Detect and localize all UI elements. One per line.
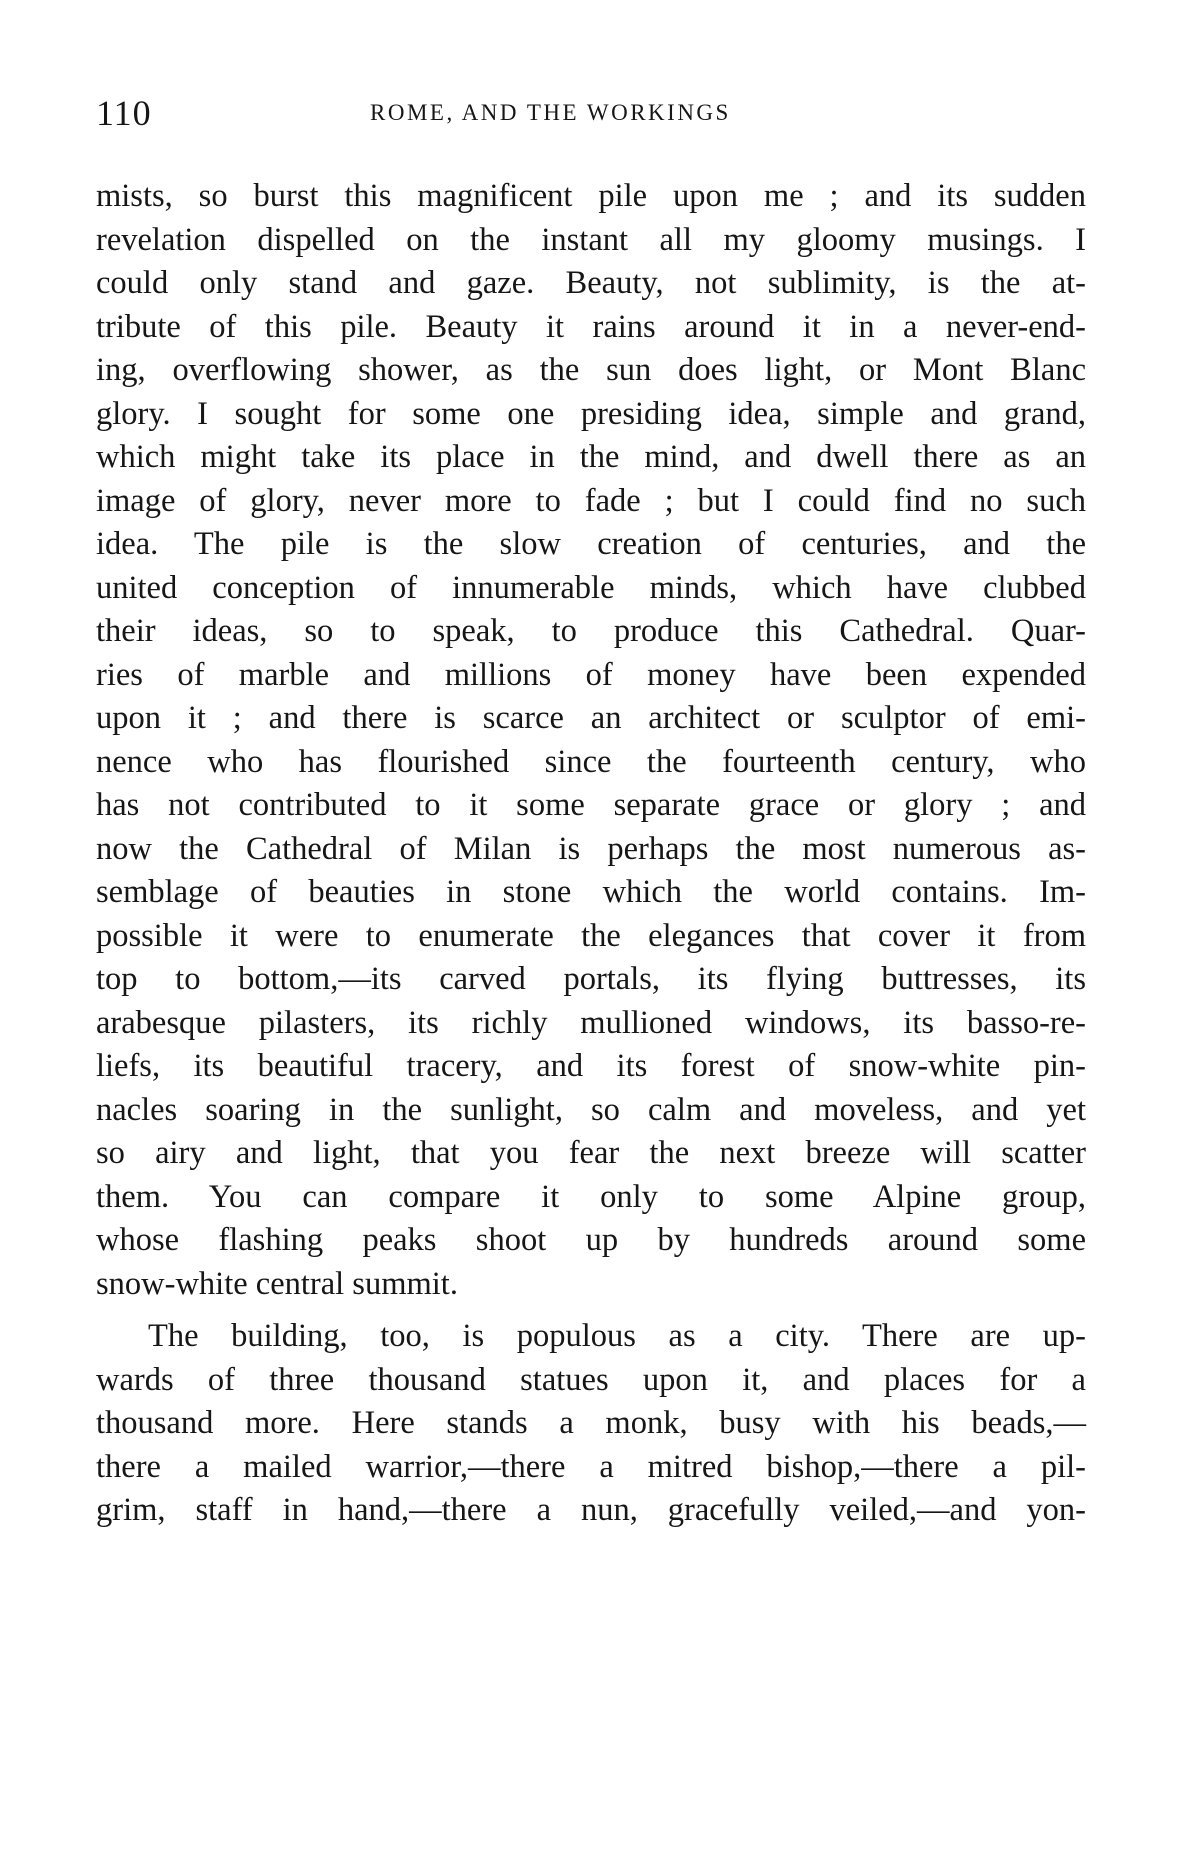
text-line: arabesque pilasters, its richly mullioned windows, its basso-re- [96, 1004, 1086, 1041]
running-title: ROME, AND THE WORKINGS [370, 100, 731, 125]
text-line: liefs, its beautiful tracery, and its forest of snow-white pin- [96, 1048, 1086, 1084]
text-line: possible it were to enumerate the elegances that cover it from [96, 917, 1086, 954]
text-line: united conception of innumerable minds, which have clubbed [96, 569, 1086, 606]
text-line: could only stand and gaze. Beauty, not sublimity, is the at- [96, 265, 1086, 301]
text-line: top to bottom,—its carved portals, its flying buttresses, its [96, 961, 1086, 997]
text-line: now the Cathedral of Milan is perhaps the most numerous as- [96, 830, 1086, 867]
text-line: wards of three thousand statues upon it, and places for a [96, 1361, 1086, 1398]
text-line: upon it ; and there is scarce an architect or sculptor of emi- [96, 700, 1086, 736]
text-line: thousand more. Here stands a monk, busy with his beads,— [96, 1405, 1086, 1441]
text-line: ries of marble and millions of money have been expended [96, 656, 1086, 693]
text-line: has not contributed to it some separate grace or glory ; and [96, 787, 1086, 823]
text-line: ing, overflowing shower, as the sun does light, or Mont Blanc [96, 352, 1086, 388]
text-line: so airy and light, that you fear the next breeze will scatter [96, 1135, 1086, 1171]
text-line: nence who has flourished since the fourteenth century, who [96, 743, 1086, 780]
text-line: grim, staff in hand,—there a nun, gracefully veiled,—and yon- [96, 1492, 1086, 1528]
text-line: idea. The pile is the slow creation of centuries, and the [96, 526, 1086, 562]
text-line: nacles soaring in the sunlight, so calm and moveless, and yet [96, 1091, 1086, 1128]
text-line: revelation dispelled on the instant all my gloomy musings. I [96, 221, 1086, 258]
page-number: 110 [96, 93, 152, 133]
text-line: semblage of beauties in stone which the world contains. Im- [96, 874, 1086, 910]
text-line: mists, so burst this magnificent pile upon me ; and its sudden [96, 178, 1086, 214]
text-line: their ideas, so to speak, to produce this Cathedral. Quar- [96, 613, 1086, 649]
text-line: glory. I sought for some one presiding idea, simple and grand, [96, 395, 1086, 432]
text-line: them. You can compare it only to some Alpine group, [96, 1178, 1086, 1215]
text-line: whose flashing peaks shoot up by hundreds around some [96, 1222, 1086, 1258]
text-line: there a mailed warrior,—there a mitred bishop,—there a pil- [96, 1448, 1086, 1485]
paragraph-start-line: The building, too, is populous as a city. There are up- [148, 1318, 1086, 1354]
text-line: image of glory, never more to fade ; but I could find no such [96, 482, 1086, 519]
text-line: snow-white central summit. [96, 1265, 458, 1302]
text-line: tribute of this pile. Beauty it rains around it in a never-end- [96, 308, 1086, 345]
text-line: which might take its place in the mind, and dwell there as an [96, 439, 1086, 475]
